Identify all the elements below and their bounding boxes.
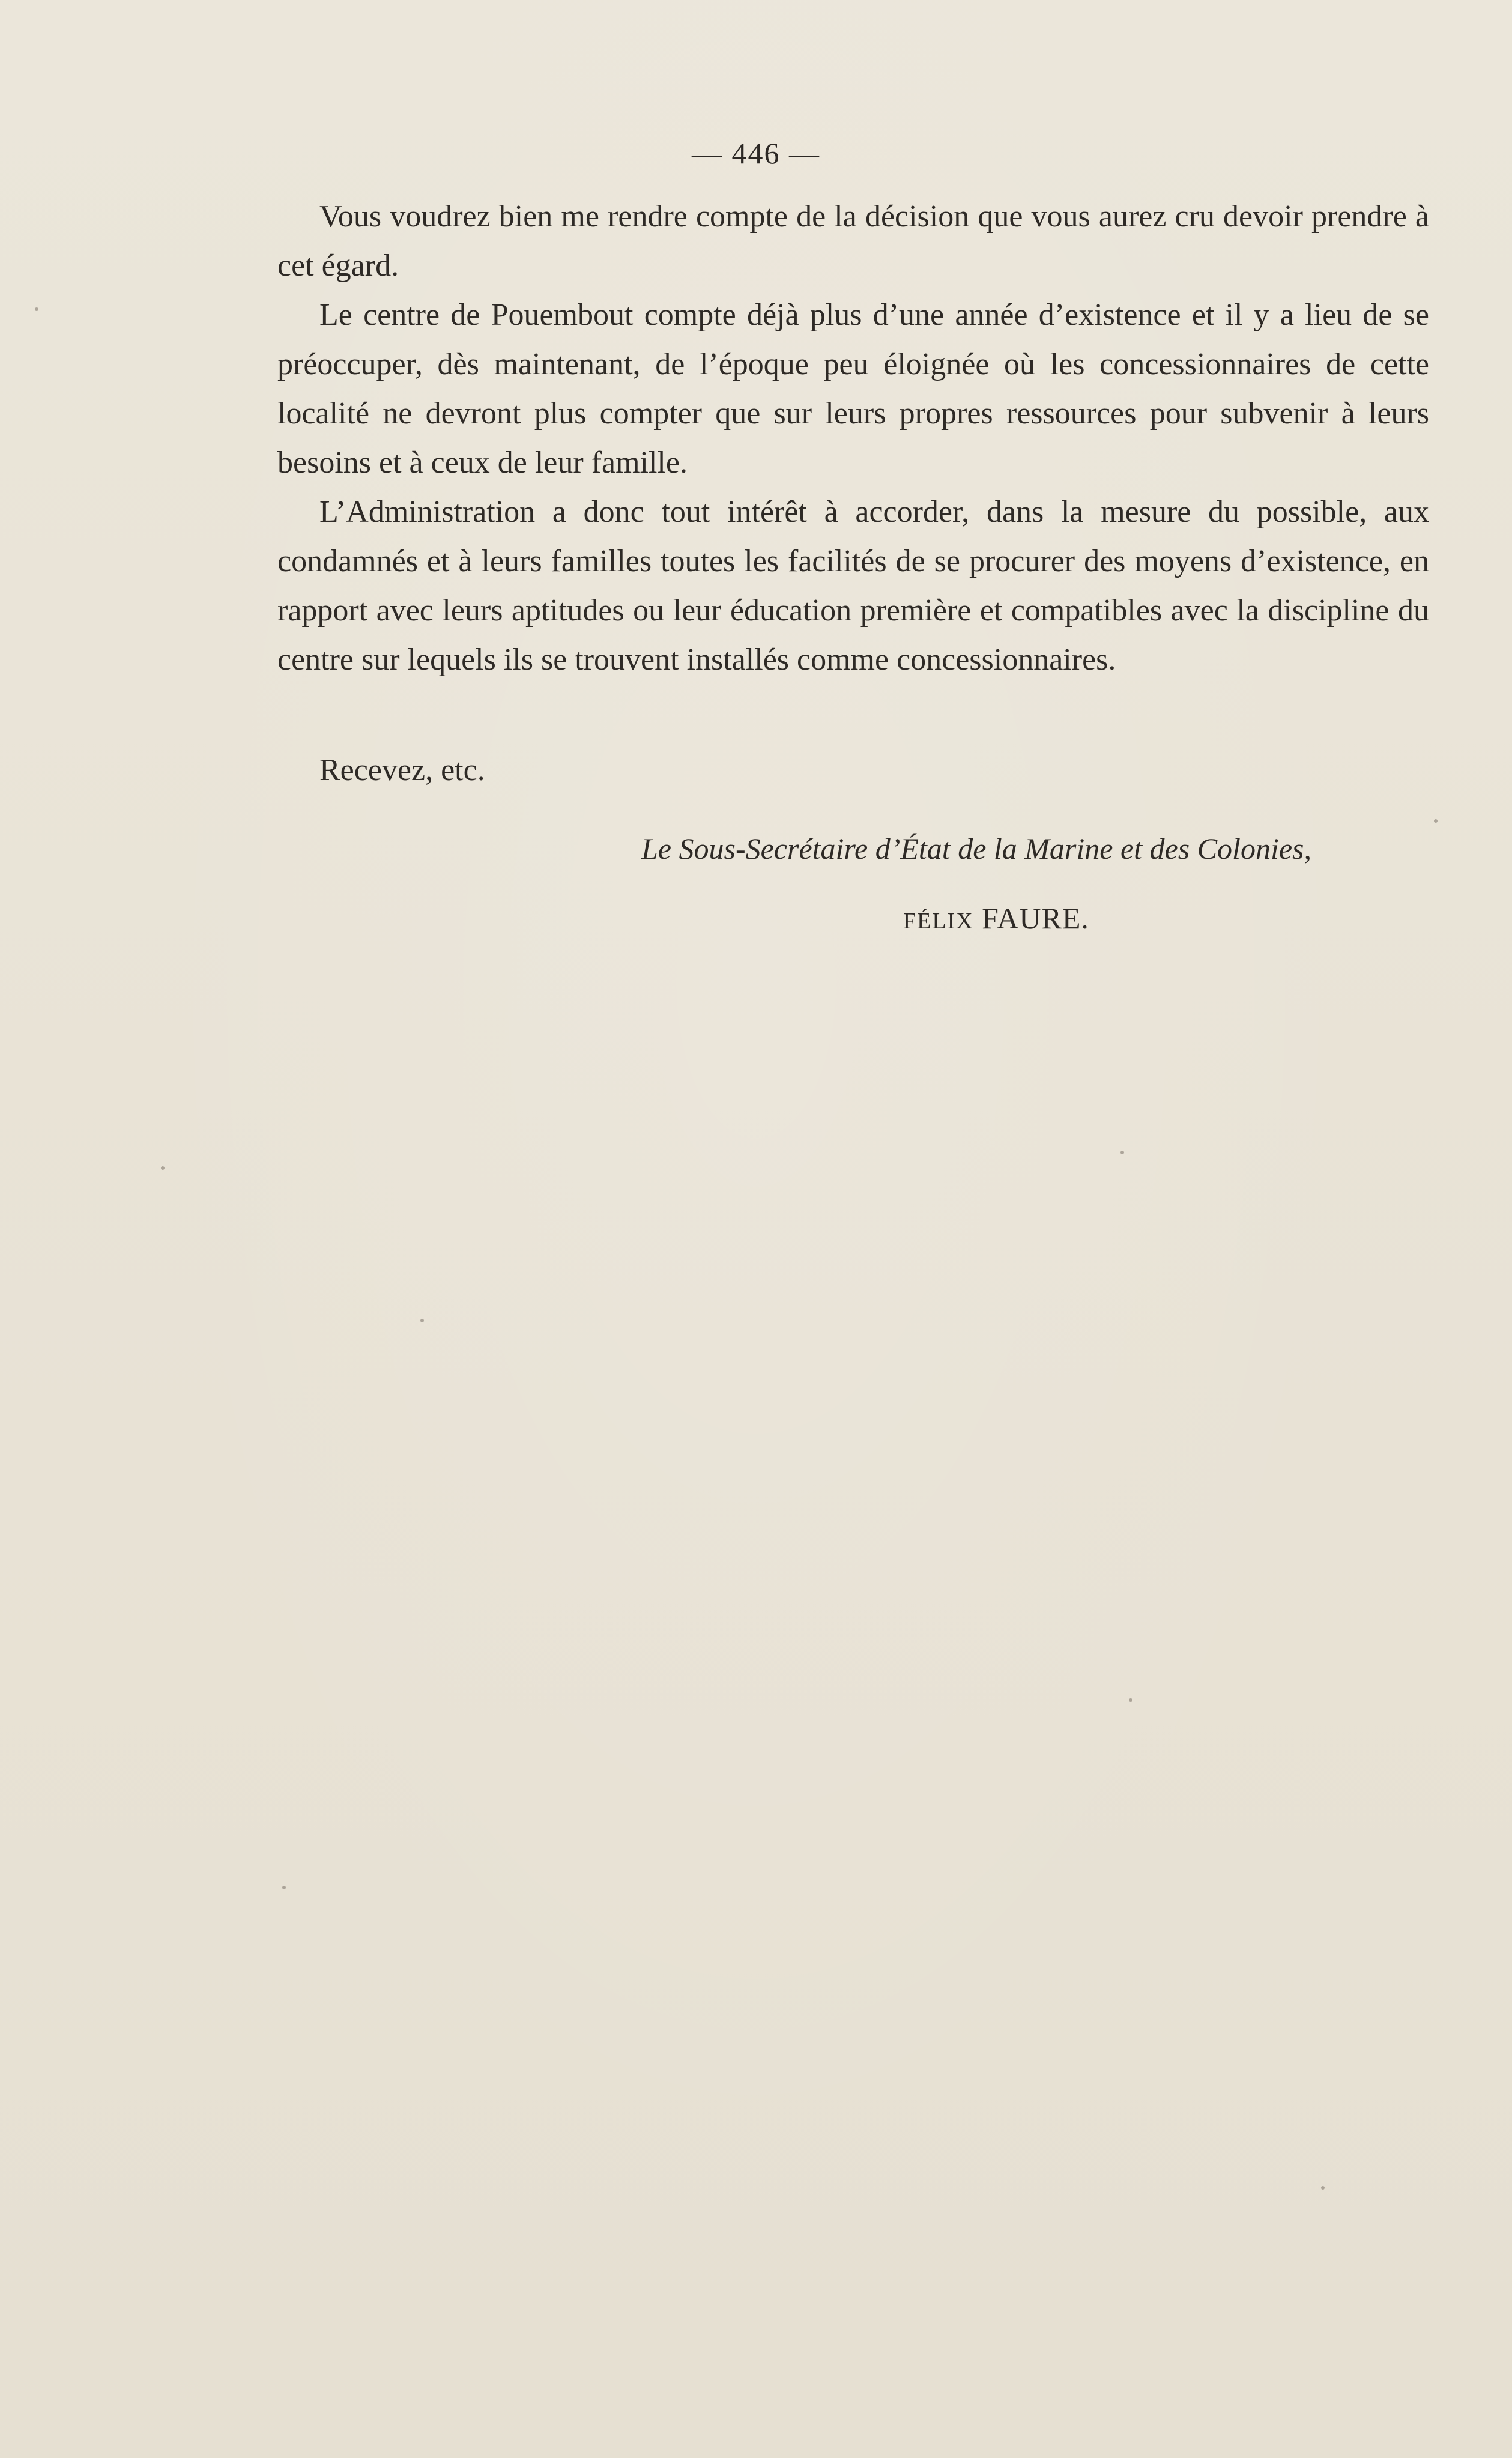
signatory-last-name: FAURE. bbox=[982, 901, 1089, 935]
paper-speck bbox=[35, 307, 38, 311]
paragraph-3: L’Administration a donc tout intérêt à accorder, dans la mesure du possible, aux condamnés et à leurs familles toutes les facilités de se procurer des moyens d’existence, en rapport avec leurs aptitudes ou leur éducation première et compatibles avec la discipline du centre sur lequels ils se trouvent installés comme concessionnaires. bbox=[277, 495, 1429, 677]
page-number: — 446 — bbox=[692, 136, 820, 170]
signatory-name bbox=[903, 901, 1089, 936]
signatory-first-name: FÉLIX bbox=[903, 909, 974, 934]
paper-speck bbox=[1120, 1151, 1124, 1154]
paper-speck bbox=[420, 1319, 424, 1322]
paragraph-2: Le centre de Pouembout compte déjà plus d’une année d’existence et il y a lieu de se préoccuper, dès maintenant, de l’époque peu éloignée où les concessionnaires de cette localité ne devront plus compter que sur leurs propres ressources pour subvenir à leurs besoins et à ceux de leur famille. bbox=[277, 298, 1429, 480]
paper-speck bbox=[1321, 2186, 1325, 2190]
letter-body bbox=[277, 192, 1429, 685]
paper-speck bbox=[1129, 1698, 1132, 1702]
paper-speck bbox=[282, 1886, 286, 1889]
paper-speck bbox=[1434, 819, 1438, 823]
closing-formula: Recevez, etc. bbox=[319, 753, 485, 787]
paragraph-1: Vous voudrez bien me rendre compte de la décision que vous aurez cru devoir prendre à cet égard. bbox=[277, 199, 1429, 283]
paper-speck bbox=[161, 1166, 165, 1170]
signatory-title: Le Sous-Secrétaire d’État de la Marine et des Colonies, bbox=[641, 832, 1311, 865]
